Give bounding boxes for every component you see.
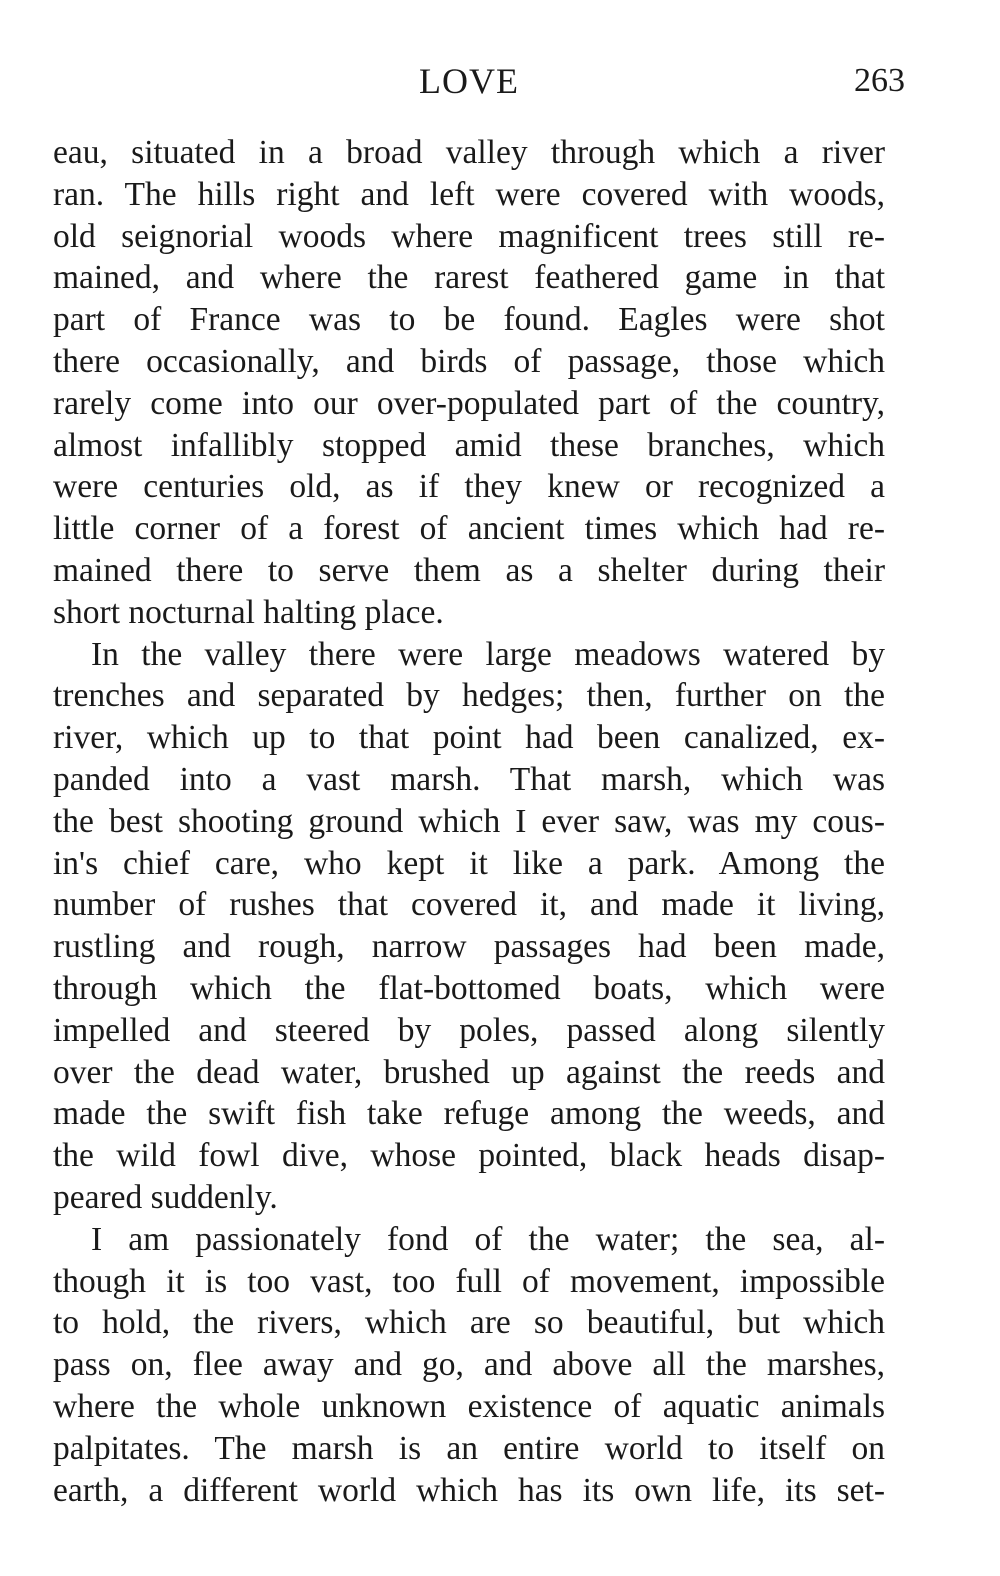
text-line: palpitates. The marsh is an entire world to itself on <box>53 1429 885 1467</box>
text-line: the best shooting ground which I ever saw, was my cous- <box>53 802 885 840</box>
text-line: over the dead water, brushed up against the reeds and <box>53 1053 885 1091</box>
text-line: to hold, the rivers, which are so beautiful, but which <box>53 1304 885 1342</box>
text-line: were centuries old, as if they knew or recognized a <box>53 468 885 506</box>
text-line: earth, a different world which has its own life, its set- <box>53 1471 885 1509</box>
text-line: little corner of a forest of ancient times which had re- <box>53 510 885 548</box>
text-line: short nocturnal halting place. <box>53 593 444 631</box>
text-line: through which the flat-bottomed boats, which were <box>53 969 885 1007</box>
text-line: there occasionally, and birds of passage, those which <box>53 342 885 380</box>
text-line: eau, situated in a broad valley through which a river <box>53 134 885 171</box>
text-line: number of rushes that covered it, and made it living, <box>53 886 885 924</box>
running-head <box>53 56 905 106</box>
text-line: the wild fowl dive, whose pointed, black heads disap- <box>53 1137 885 1175</box>
text-line: mained there to serve them as a shelter during their <box>53 551 885 589</box>
text-line: though it is too vast, too full of movement, impossible <box>53 1262 885 1300</box>
text-line: rarely come into our over-populated part of the country, <box>53 384 885 422</box>
text-line: in's chief care, who kept it like a park. Among the <box>53 844 885 882</box>
text-line: peared suddenly. <box>53 1178 278 1216</box>
paragraph-2 <box>53 634 885 1219</box>
text-line: ran. The hills right and left were covered with woods, <box>53 175 885 213</box>
paragraph-3 <box>53 1219 885 1512</box>
text-line: old seignorial woods where magnificent trees still re- <box>53 217 885 255</box>
running-title: LOVE <box>419 61 519 101</box>
body-text <box>53 132 885 1511</box>
text-line: In the valley there were large meadows watered by <box>91 635 885 673</box>
text-line: trenches and separated by hedges; then, further on the <box>53 677 885 715</box>
page-number: 263 <box>854 62 905 99</box>
text-line: panded into a vast marsh. That marsh, which was <box>53 760 885 798</box>
text-line: where the whole unknown existence of aquatic animals <box>53 1387 885 1425</box>
text-line: rustling and rough, narrow passages had been made, <box>53 928 885 966</box>
text-line: impelled and steered by poles, passed along silently <box>53 1011 885 1049</box>
text-line: river, which up to that point had been canalized, ex- <box>53 719 885 757</box>
text-line: I am passionately fond of the water; the sea, al- <box>91 1220 885 1258</box>
text-line: almost infallibly stopped amid these branches, which <box>53 426 885 464</box>
text-line: pass on, flee away and go, and above all the marshes, <box>53 1346 885 1384</box>
text-line: mained, and where the rarest feathered game in that <box>53 259 885 297</box>
text-line: part of France was to be found. Eagles were shot <box>53 301 885 339</box>
paragraph-1 <box>53 132 885 634</box>
text-line: made the swift fish take refuge among the weeds, and <box>53 1095 885 1133</box>
